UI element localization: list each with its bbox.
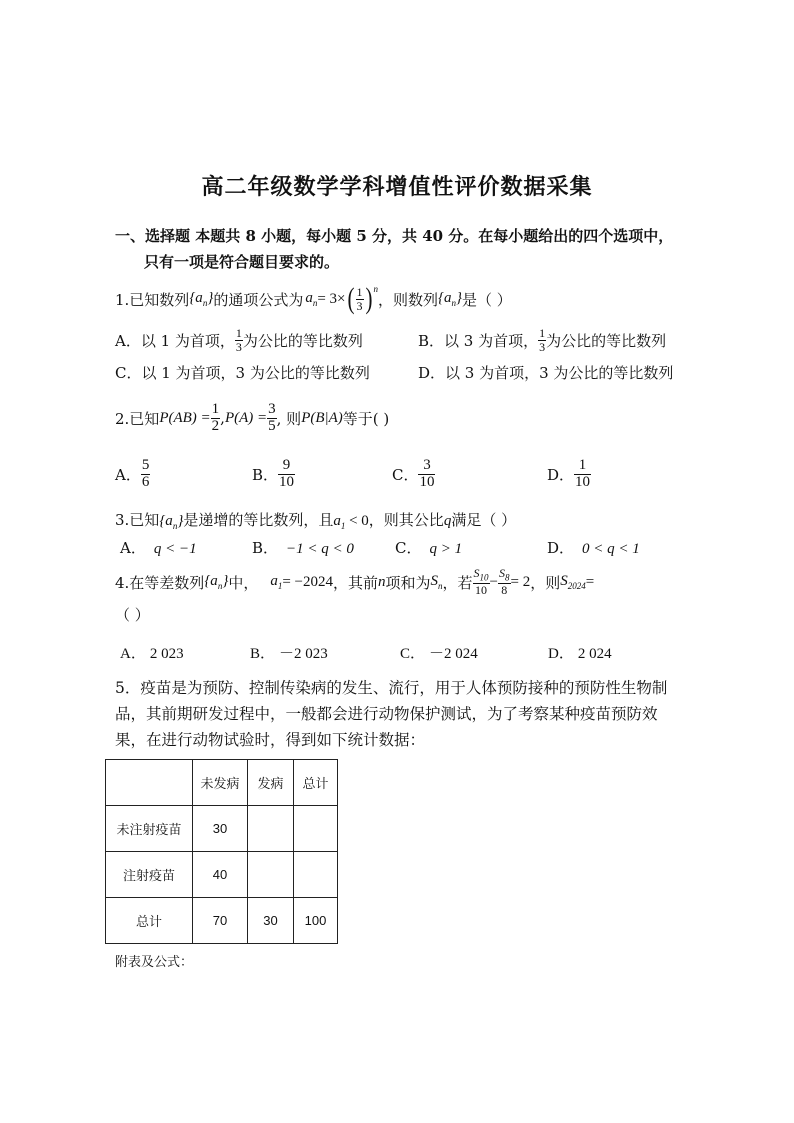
q3-var: q [443, 513, 452, 529]
q4-option-c [400, 642, 478, 663]
q4-mid4: ，若 [442, 573, 473, 592]
q2-optB-den: 10 [279, 473, 295, 490]
question-3 [115, 509, 516, 531]
q1-seq-b: {a [438, 290, 452, 306]
table-header-row [106, 760, 338, 806]
q4-minus: − [489, 573, 499, 590]
q2-option-a [115, 454, 150, 494]
q4-optD-val: 2 024 [577, 646, 612, 662]
q4-target-eq: = [585, 573, 595, 590]
q1-exponent: n [373, 284, 378, 294]
q2-comma1: , [220, 409, 225, 427]
q1-optA-num: 1 [235, 325, 242, 340]
table-row [106, 806, 338, 852]
q1-mid: 的通项公式为 [213, 290, 304, 309]
q1-optA-post: 为公比的等比数列 [242, 331, 363, 350]
q4-pre: 4.在等差数列 [115, 573, 205, 592]
table-cell [294, 806, 338, 852]
q3-pre: 3.已知 [115, 511, 160, 529]
q1-formula-eq: = 3× [317, 290, 346, 307]
q2-optC-num: 3 [423, 456, 431, 473]
q4-eq: = 2 [510, 573, 531, 590]
q1-option-a [115, 322, 363, 358]
q1-optA-pre: A．以 1 为首项， [115, 331, 235, 350]
q4-fb-den: 8 [498, 583, 511, 597]
q3-optA-expr: q < −1 [153, 541, 197, 557]
q4-fa-num: S [473, 566, 480, 581]
table-row [106, 852, 338, 898]
q2-optA-label: A． [115, 465, 141, 484]
q1-option-b [418, 322, 666, 358]
q1-frac-den: 3 [356, 298, 363, 313]
q2-optB-num: 9 [282, 456, 291, 473]
q3-cond: a [333, 513, 341, 529]
q1-optB-den: 3 [539, 339, 546, 354]
table-header-cell: 未发病 [193, 760, 248, 806]
q5-line2: 品，其前期研发过程中，一般都会进行动物保护测试，为了考察某种疫苗预防效 [115, 705, 658, 723]
q1-pre: 1.已知数列 [115, 290, 190, 309]
q3-seq-sub: n [172, 521, 178, 531]
q2-optA-den: 6 [141, 473, 150, 490]
q1-option-d: D．以 3 为首项，3 为公比的等比数列 [418, 364, 674, 382]
q3-mid: 是递增的等比数列，且 [183, 511, 334, 529]
q2-p1: P(AB) = [159, 409, 211, 426]
q4-var: n [378, 573, 386, 590]
page-title: 高二年级数学学科增值性评价数据采集 [201, 174, 593, 200]
q1-post: 是（ ） [462, 290, 512, 309]
table-cell: 总计 [106, 898, 193, 944]
q3-optC-label: C． [395, 539, 422, 557]
q4-optD-label: D． [548, 646, 574, 662]
q2-optA-num: 5 [141, 456, 150, 473]
q4-option-b [250, 642, 328, 663]
q4-option-d [548, 642, 612, 663]
q3-seq-end: } [177, 513, 184, 529]
q5-line3: 果，在进行动物试验时，得到如下统计数据： [115, 731, 426, 749]
q1-formula-sub: n [312, 298, 318, 308]
q1-option-c: C．以 1 为首项，3 为公比的等比数列 [115, 364, 370, 382]
q4-cond: a [270, 573, 278, 589]
q4-fa-num-sub: 10 [479, 572, 489, 583]
q4-optC-label: C． [400, 646, 426, 662]
table-header-cell [106, 760, 193, 806]
q4-optC-val: －2 024 [429, 646, 478, 662]
q2-option-b [252, 454, 295, 494]
q4-mid: 中， [228, 573, 259, 592]
q3-seq: {a [159, 513, 173, 529]
q3-option-a [120, 537, 197, 558]
q3-cond-sub: 1 [340, 521, 346, 531]
q1-optB-pre: B．以 3 为首项， [418, 331, 539, 350]
q4-option-a [120, 642, 184, 663]
q2-optC-label: C． [392, 465, 419, 484]
table-cell: 100 [294, 898, 338, 944]
q3-optC-expr: q > 1 [429, 541, 463, 557]
q4-mid3: 项和为 [385, 573, 431, 592]
q4-fa-den: 10 [473, 583, 490, 597]
table-header-cell: 总计 [294, 760, 338, 806]
q4-sn: S [430, 573, 439, 589]
table-cell: 70 [193, 898, 248, 944]
q4-mid5: ，则 [530, 573, 561, 592]
q4-optA-label: A． [120, 646, 146, 662]
question-2 [115, 398, 389, 438]
q2-optD-den: 10 [575, 473, 591, 490]
q4-seq-sub: n [217, 581, 223, 591]
q4-optA-val: 2 023 [149, 646, 184, 662]
q4-fb-num: S [499, 566, 506, 581]
table-cell [248, 852, 294, 898]
q4-optB-val: －2 023 [279, 646, 328, 662]
q4-optB-label: B． [250, 646, 276, 662]
q3-optD-expr: 0 < q < 1 [582, 541, 640, 557]
q2-optB-label: B． [252, 465, 279, 484]
q2-f2-num: 3 [268, 400, 276, 417]
q2-p3: P(B|A) [301, 409, 343, 426]
q3-optB-label: B． [252, 539, 279, 557]
q4-sn-sub: n [438, 581, 443, 591]
table-cell: 40 [193, 852, 248, 898]
q4-line2: （ ） [115, 606, 150, 624]
q1-seq-b-end: } [456, 290, 463, 306]
q2-f1-num: 1 [211, 400, 220, 417]
question-1: 1.已知数列 $\{a_n\}$ 的通项公式为 $a_n$ = 3× ( $\frac{1}{3}$ ) n ，则数列 $\{a_n\}$ 是（ ） [115, 282, 512, 315]
table-cell: 注射疫苗 [106, 852, 193, 898]
q1-optB-post: 为公比的等比数列 [546, 331, 667, 350]
q4-fb-num-sub: 8 [505, 572, 510, 583]
q1-mid2: ，则数列 [378, 290, 439, 309]
q2-p2: P(A) = [224, 409, 268, 426]
q3-mid2: ，则其公比 [368, 511, 444, 529]
q2-optC-den: 10 [419, 473, 435, 490]
q4-cond-sub: 1 [277, 581, 283, 591]
table-cell [248, 806, 294, 852]
q1-optA-den: 3 [235, 339, 242, 354]
q3-optD-label: D． [547, 539, 575, 557]
q4-cond-rel: = −2024 [282, 573, 333, 590]
q5-line1: 5．疫苗是为预防、控制传染病的发生、流行，用于人体预防接种的预防性生物制 [115, 679, 668, 697]
section-header-line1: 一、选择题 本题共 8 小题，每小题 5 分，共 40 分。在每小题给出的四个选项中， [115, 227, 674, 245]
q4-seq-end: } [222, 573, 229, 589]
q1-seq-sub: n [202, 298, 208, 308]
q3-option-d [547, 537, 640, 558]
section-header-line2: 只有一项是符合题目要求的。 [144, 253, 340, 271]
q5-footnote: 附表及公式： [115, 954, 194, 969]
q2-f1-den: 2 [211, 417, 220, 434]
q1-seq: {a [189, 290, 203, 306]
q3-optA-label: A． [120, 539, 146, 557]
q2-option-d [547, 454, 591, 494]
q1-frac-num: 1 [356, 284, 363, 299]
q1-seq-end: } [207, 290, 214, 306]
table-cell [294, 852, 338, 898]
q3-option-b [252, 537, 354, 558]
q3-cond-rel: < 0 [345, 513, 369, 529]
table-cell: 30 [193, 806, 248, 852]
statistics-table [105, 759, 338, 944]
q3-post: 满足（ ） [451, 511, 517, 529]
q2-option-c [392, 454, 435, 494]
q2-pre: 2.已知 [115, 409, 160, 428]
table-row [106, 898, 338, 944]
q4-target: S [560, 573, 568, 589]
q4-mid2: ，其前 [333, 573, 379, 592]
q3-option-c [395, 537, 462, 558]
table-cell: 未注射疫苗 [106, 806, 193, 852]
q2-comma2: , 则 [276, 409, 302, 428]
q1-seq-b-sub: n [451, 298, 457, 308]
table-header-cell: 发病 [248, 760, 294, 806]
q3-optB-expr: −1 < q < 0 [286, 541, 354, 557]
q2-optD-num: 1 [578, 456, 587, 473]
q1-optB-num: 1 [539, 325, 546, 340]
q4-target-sub: 2024 [567, 581, 586, 591]
q2-optD-label: D． [547, 465, 575, 484]
question-4 [115, 562, 594, 602]
q1-formula-lhs: a [305, 290, 313, 306]
q2-f2-den: 5 [268, 417, 276, 434]
q4-seq: {a [204, 573, 218, 589]
table-cell: 30 [248, 898, 294, 944]
q2-post: 等于( ) [342, 409, 390, 428]
